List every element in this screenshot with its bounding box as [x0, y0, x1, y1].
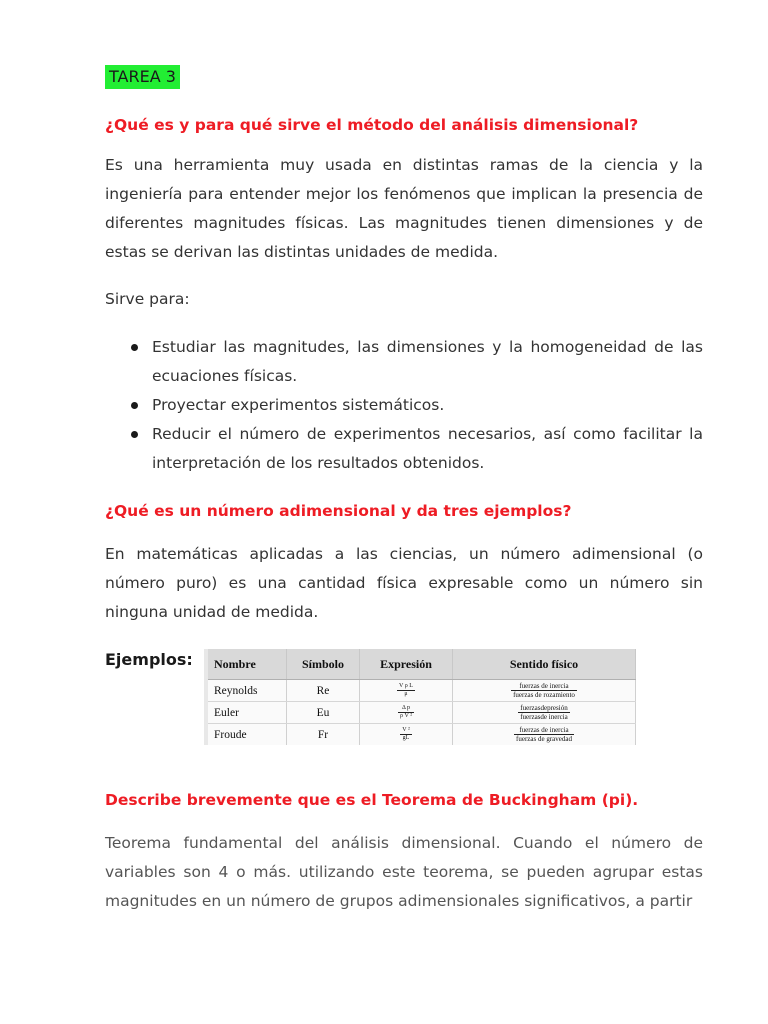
expression-cell	[360, 680, 453, 702]
meaning-numerator: fuerzasdepresión	[518, 704, 570, 713]
symbol-cell: Re	[287, 680, 360, 702]
column-header: Nombre	[208, 649, 287, 680]
expression-cell	[360, 724, 453, 746]
expression-denominator: ρ V ²	[399, 713, 413, 719]
expression-cell	[360, 702, 453, 724]
question-2-paragraph: En matemáticas aplicadas a las ciencias, un número adimensional (o número puro) es una cantidad física expresable como un número sin ninguna unidad de medida.	[105, 545, 703, 621]
symbol-cell: Eu	[287, 702, 360, 724]
name-cell: Froude	[208, 724, 287, 746]
question-2-heading: ¿Qué es un número adimensional y da tres ejemplos?	[105, 502, 572, 520]
expression-numerator: V ρ L	[399, 683, 413, 689]
table-row	[208, 724, 636, 746]
meaning-fraction	[518, 704, 570, 721]
table-header-row	[208, 649, 636, 680]
table	[208, 649, 636, 745]
column-header: Expresión	[360, 649, 453, 680]
assignment-tag: TAREA 3	[105, 65, 180, 89]
expression-fraction	[397, 683, 415, 698]
question-1-paragraph: Es una herramienta muy usada en distintas ramas de la ciencia y la ingeniería para entender mejor los fenómenos que implican la presencia de diferentes magnitudes físicas. Las magnitudes tienen dimensiones y de estas se derivan las distintas unidades de medida.	[105, 156, 703, 261]
question-3-paragraph: Teorema fundamental del análisis dimensional. Cuando el número de variables son 4 o más. utilizando este teorema, se pueden agrupar estas magnitudes en un número de grupos adimensionales significativos, a partir	[105, 834, 703, 910]
meaning-numerator: fuerzas de inercia	[511, 682, 577, 691]
list-item: Reducir el número de experimentos necesarios, así como facilitar la interpretación de los resultados obtenidos.	[105, 420, 703, 478]
name-cell: Reynolds	[208, 680, 287, 702]
examples-label: Ejemplos:	[105, 650, 193, 669]
question-3-heading: Describe brevemente que es el Teorema de Buckingham (pi).	[105, 791, 639, 809]
sirve-para-label: Sirve para:	[105, 290, 190, 308]
meaning-fraction	[511, 682, 577, 699]
table-row	[208, 680, 636, 702]
list-item: Proyectar experimentos sistemáticos.	[105, 391, 703, 420]
question-1-heading: ¿Qué es y para qué sirve el método del análisis dimensional?	[105, 116, 639, 134]
expression-denominator: gL	[402, 735, 410, 741]
expression-fraction	[400, 727, 412, 742]
column-header: Símbolo	[287, 649, 360, 680]
meaning-numerator: fuerzas de inercia	[514, 726, 574, 735]
meaning-denominator: fuerzas de gravedad	[516, 735, 572, 743]
uses-list	[105, 333, 703, 478]
dimensionless-numbers-table	[204, 649, 636, 745]
meaning-fraction	[514, 726, 574, 743]
meaning-cell	[453, 724, 636, 746]
expression-denominator: μ	[404, 691, 408, 697]
symbol-cell: Fr	[287, 724, 360, 746]
name-cell: Euler	[208, 702, 287, 724]
expression-numerator: Δ p	[398, 705, 414, 713]
meaning-cell	[453, 702, 636, 724]
column-header: Sentido físico	[453, 649, 636, 680]
meaning-denominator: fuerzas de rozamiento	[513, 691, 575, 699]
meaning-cell	[453, 680, 636, 702]
meaning-denominator: fuerzasde inercia	[520, 713, 568, 721]
expression-fraction	[398, 705, 414, 720]
list-item: Estudiar las magnitudes, las dimensiones y la homogeneidad de las ecuaciones físicas.	[105, 333, 703, 391]
table-row	[208, 702, 636, 724]
expression-numerator: V ²	[402, 727, 410, 733]
